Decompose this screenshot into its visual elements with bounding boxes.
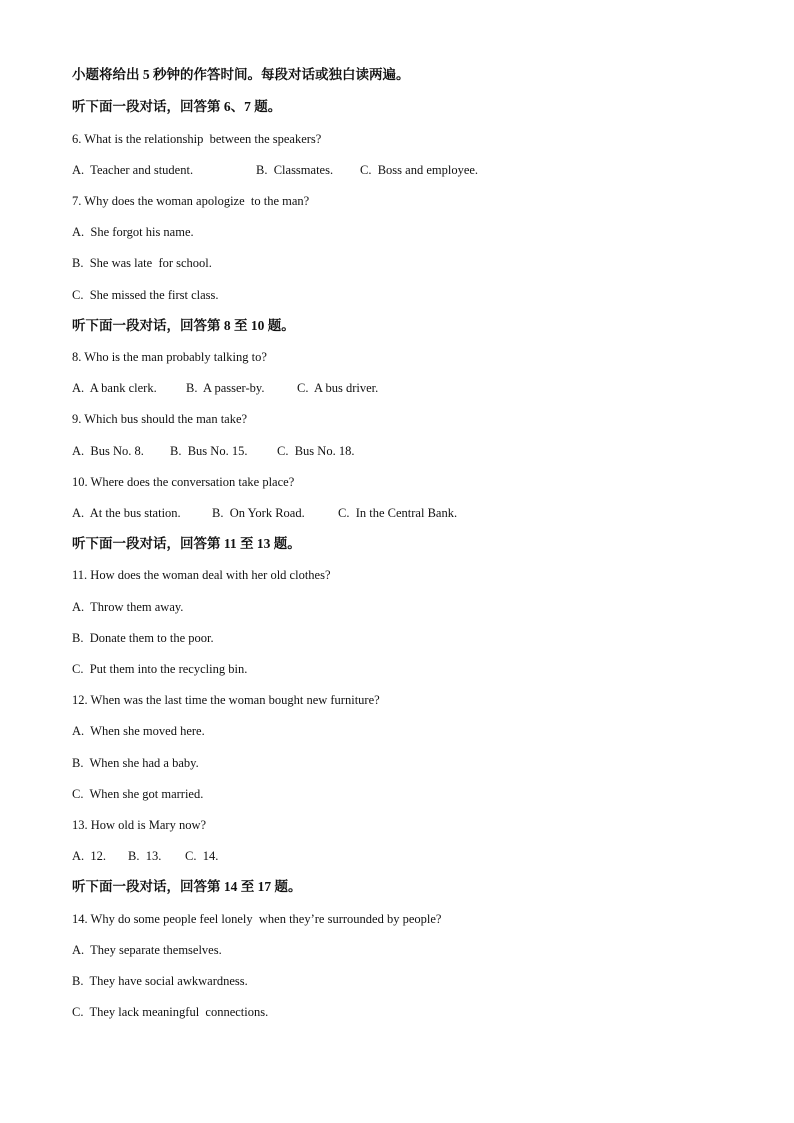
option-b: B. Classmates. (256, 163, 334, 177)
option-c: C. In the Central Bank. (338, 506, 458, 520)
option-c: C. Put them into the recycling bin. (72, 662, 248, 676)
question-text: 13. How old is Mary now? (72, 818, 207, 832)
option-a: A. A bank clerk. (72, 381, 157, 395)
question-text: 8. Who is the man probably talking to? (72, 350, 267, 364)
option-b: B. She was late for school. (72, 256, 212, 270)
option-a: A. They separate themselves. (72, 943, 222, 957)
options-row (72, 380, 379, 396)
option-b: B. Bus No. 15. (170, 444, 248, 458)
question-text: 11. How does the woman deal with her old clothes? (72, 568, 331, 582)
option-c: C. They lack meaningful connections. (72, 1005, 269, 1019)
question-text: 14. Why do some people feel lonely when they’re surrounded by people? (72, 912, 442, 926)
option-a: A. When she moved here. (72, 724, 205, 738)
options-row (72, 505, 458, 521)
option-c: C. Bus No. 18. (277, 444, 355, 458)
option-c: C. 14. (185, 849, 219, 863)
option-b: B. They have social awkwardness. (72, 974, 248, 988)
option-c: C. A bus driver. (297, 381, 379, 395)
option-b: B. On York Road. (212, 506, 305, 520)
options-row (72, 443, 355, 459)
option-a: A. Teacher and student. (72, 163, 194, 177)
option-b: B. A passer-by. (186, 381, 265, 395)
question-text: 6. What is the relationship between the speakers? (72, 132, 322, 146)
section-heading: 听下面一段对话，回答第 11 至 13 题。 (72, 536, 301, 551)
option-a: A. Bus No. 8. (72, 444, 144, 458)
section-heading: 听下面一段对话，回答第 6、7 题。 (72, 99, 282, 114)
section-heading: 听下面一段对话，回答第 8 至 10 题。 (72, 318, 295, 333)
option-a: A. She forgot his name. (72, 225, 194, 239)
option-b: B. 13. (128, 849, 162, 863)
option-a: A. 12. (72, 849, 107, 863)
option-a: A. At the bus station. (72, 506, 181, 520)
option-c: C. Boss and employee. (360, 163, 479, 177)
options-row (72, 162, 479, 178)
question-text: 7. Why does the woman apologize to the man? (72, 194, 310, 208)
question-text: 9. Which bus should the man take? (72, 412, 248, 426)
option-c: C. She missed the first class. (72, 288, 219, 302)
question-text: 12. When was the last time the woman bought new furniture? (72, 693, 380, 707)
option-b: B. Donate them to the poor. (72, 631, 214, 645)
instructions-text: 小题将给出 5 秒钟的作答时间。每段对话或独白读两遍。 (72, 67, 410, 82)
option-b: B. When she had a baby. (72, 756, 199, 770)
question-text: 10. Where does the conversation take place? (72, 475, 295, 489)
option-c: C. When she got married. (72, 787, 204, 801)
options-row (72, 848, 219, 864)
option-a: A. Throw them away. (72, 600, 184, 614)
section-heading: 听下面一段对话，回答第 14 至 17 题。 (72, 879, 302, 894)
